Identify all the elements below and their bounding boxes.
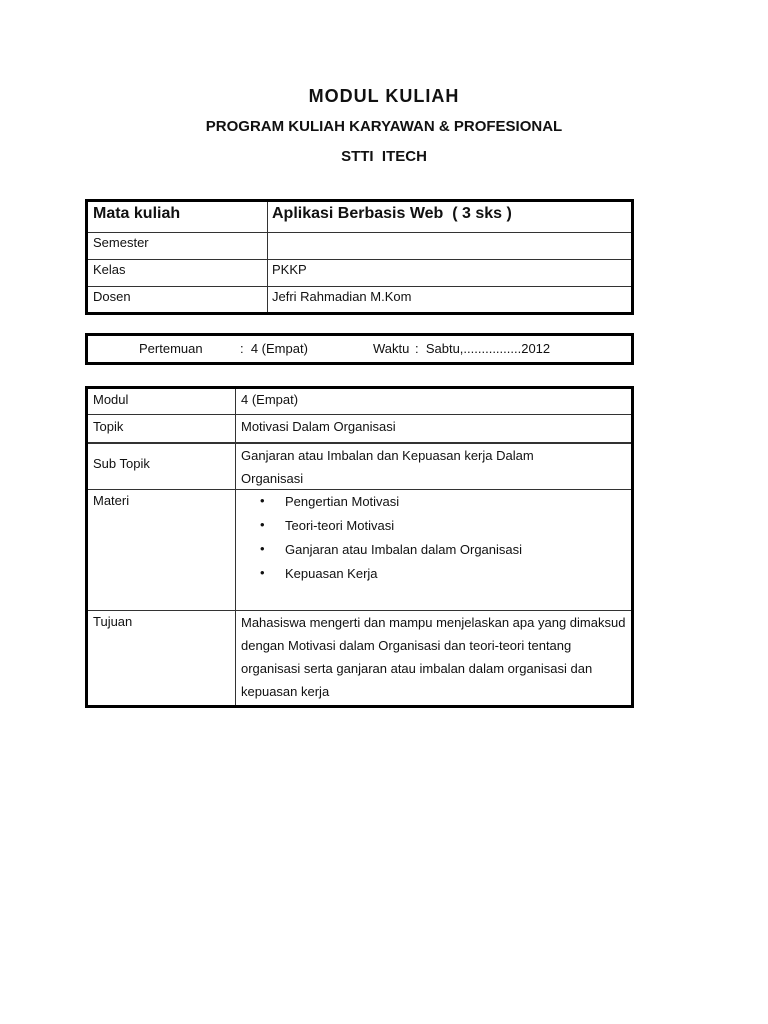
material-item: Ganjaran atau Imbalan dalam Organisasi (285, 542, 523, 557)
material-item: Kepuasan Kerja (285, 566, 378, 581)
bullet-icon: • (260, 517, 265, 532)
bullet-icon: • (260, 565, 265, 580)
subtopic-value: Ganjaran atau Imbalan dan Kepuasan kerja Dalam Organisasi (241, 448, 534, 486)
document-title: MODUL KULIAH (308, 86, 460, 106)
module-label: Modul (93, 392, 129, 407)
objective-value: Mahasiswa mengerti dan mampu menjelaskan apa yang dimaksud dengan Motivasi dalam Organisasi dan teori-teori tentang organisasi serta ganjaran atau imbalan dalam organisasi dan kepuasan kerja (241, 615, 626, 699)
divider (88, 286, 631, 287)
divider (88, 232, 631, 233)
lecturer-value: Jefri Rahmadian M.Kom (272, 289, 412, 304)
divider (88, 414, 631, 415)
semester-label: Semester (93, 235, 149, 250)
bullet-icon: • (260, 493, 265, 508)
class-label: Kelas (93, 262, 126, 277)
module-value: 4 (Empat) (241, 392, 299, 407)
meeting-value: : 4 (Empat) (240, 341, 308, 356)
time-value: : Sabtu,................2012 (415, 341, 551, 356)
bullet-icon: • (260, 541, 265, 556)
institution-heading: STTI ITECH (341, 148, 427, 165)
meeting-label: Pertemuan (139, 341, 203, 356)
meeting-table (85, 333, 634, 365)
topic-label: Topik (93, 419, 124, 434)
divider (235, 389, 236, 705)
material-item: Teori-teori Motivasi (285, 518, 395, 533)
class-value: PKKP (272, 262, 307, 277)
divider (88, 259, 631, 260)
course-value: Aplikasi Berbasis Web ( 3 sks ) (272, 205, 512, 222)
module-table (85, 386, 634, 708)
subtopic-label: Sub Topik (93, 456, 150, 471)
time-label: Waktu (373, 341, 410, 356)
lecturer-label: Dosen (93, 289, 131, 304)
divider (267, 202, 268, 312)
topic-value: Motivasi Dalam Organisasi (241, 419, 396, 434)
course-label: Mata kuliah (93, 205, 181, 222)
material-label: Materi (93, 493, 130, 508)
program-heading: PROGRAM KULIAH KARYAWAN & PROFESIONAL (205, 118, 563, 135)
material-item: Pengertian Motivasi (285, 494, 400, 509)
course-info-table (85, 199, 634, 315)
objective-label: Tujuan (93, 614, 133, 629)
